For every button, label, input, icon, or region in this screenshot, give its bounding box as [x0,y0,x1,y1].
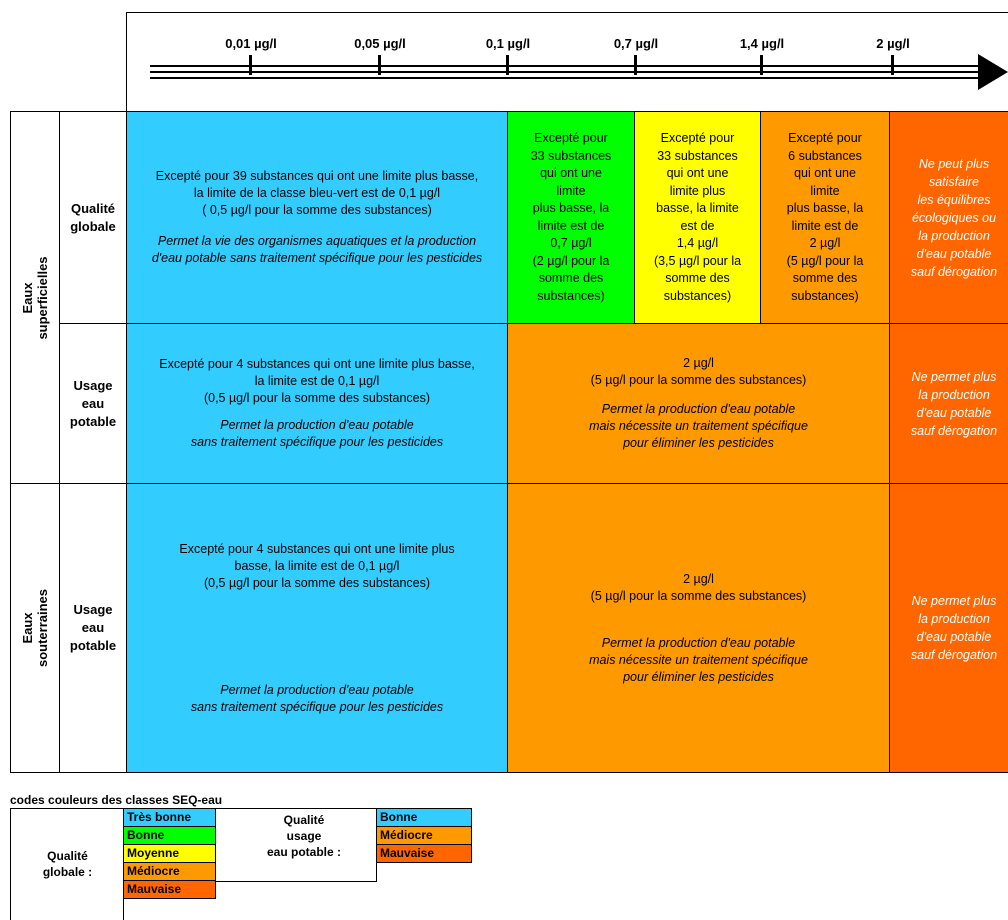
legend-usage-label: Qualité usage eau potable : [266,813,341,859]
row1-blue-cell [126,111,508,324]
tick-mark-1 [378,55,381,75]
row1-yellow-text: Excepté pour 33 substances qui ont une limite plus basse, la limite est de 1,4 µg/l (3,5 µg/l pour la somme des substances) [653,131,742,303]
row3-red-text: Ne permet plus la production d'eau potable sauf dérogation [910,594,998,662]
legend-mediocre: Médiocre [123,862,216,881]
tick-mark-4 [760,55,763,75]
legend-usage-mauvaise: Mauvaise [376,844,472,863]
tick-label-0: 0,01 µg/l [225,36,277,51]
legend-moyenne: Moyenne [123,844,216,863]
group-ground-label: Eaux souterraines [20,588,50,668]
row2-red-text: Ne permet plus la production d'eau potable sauf dérogation [910,369,998,438]
legend-mauvaise: Mauvaise [123,880,216,899]
row1-yellow-cell [634,111,761,324]
sub-potable-ground [59,483,127,773]
row3-orange-cell [507,483,890,773]
tick-label-2: 0,1 µg/l [485,36,531,51]
row1-red-cell [889,111,1008,324]
row1-blue-italic: Permet la vie des organismes aquatiques et la production d'eau potable sans traitement spécifique pour les pesticides [151,234,483,265]
row3-orange-text: 2 µg/l (5 µg/l pour la somme des substances) [590,571,807,603]
row1-orange-text: Excepté pour 6 substances qui ont une limite plus basse, la limite est de 2 µg/l (5 µg/l pour la somme des substances) [786,131,864,303]
row3-blue-cell [126,483,508,773]
tick-mark-3 [634,55,637,75]
legend-usage-mediocre: Médiocre [376,826,472,845]
row2-orange-italic: Permet la production d'eau potable mais nécessite un traitement spécifique pour éliminer les pesticides [589,402,808,450]
tick-label-3: 0,7 µg/l [613,36,659,51]
legend-tres-bonne: Très bonne [123,808,216,827]
row2-blue-cell [126,323,508,484]
legend-title: codes couleurs des classes SEQ-eau [10,793,223,807]
row1-green-text: Excepté pour 33 substances qui ont une limite plus basse, la limite est de 0,7 µg/l (2 µg/l pour la somme des substances) [530,131,612,303]
row2-red-cell [889,323,1008,484]
tick-mark-0 [249,55,252,75]
legend-global-label: Qualité globale : [42,849,93,879]
group-ground-water [10,483,60,773]
sub-global-quality [59,111,127,324]
tick-mark-5 [891,55,894,75]
group-surface-label: Eaux superficielles [20,255,50,340]
row2-orange-cell [507,323,890,484]
tick-label-4: 1,4 µg/l [739,36,785,51]
group-surface-water [10,111,60,484]
legend-bonne: Bonne [123,826,216,845]
row3-blue-italic: Permet la production d'eau potable sans traitement spécifique pour les pesticides [190,682,444,714]
sub-potable-surface-label: Usage eau potable [69,377,117,429]
row1-orange-cell [760,111,890,324]
sub-potable-surface [59,323,127,484]
sub-potable-ground-label: Usage eau potable [69,602,117,653]
row1-green-cell [507,111,635,324]
axis-arrow [150,54,1008,92]
row1-blue-text: Excepté pour 39 substances qui ont une limite plus basse, la limite de la classe bleu-vert est de 0,1 µg/l ( 0,5 µg/l pour la somme des substances) [155,169,479,217]
row1-red-text: Ne peut plus satisfaire les équilibres écologiques ou la production d'eau potable sauf dérogation [910,156,998,279]
tick-label-5: 2 µg/l [876,36,910,51]
tick-label-1: 0,05 µg/l [354,36,406,51]
legend-usage-bonne: Bonne [376,808,472,827]
tick-mark-2 [506,55,509,75]
row2-orange-text: 2 µg/l (5 µg/l pour la somme des substances) [590,356,807,387]
row2-blue-text: Excepté pour 4 substances qui ont une limite plus basse, la limite est de 0,1 µg/l (0,5 µg/l pour la somme des substances) [159,357,475,405]
row2-blue-italic: Permet la production d'eau potable sans traitement spécifique pour les pesticides [190,418,444,449]
row3-orange-italic: Permet la production d'eau potable mais nécessite un traitement spécifique pour éliminer les pesticides [589,635,808,684]
row3-blue-text: Excepté pour 4 substances qui ont une limite plus basse, la limite est de 0,1 µg/l (0,5 µg/l pour la somme des substances) [179,541,455,590]
row3-red-cell [889,483,1008,773]
sub-global-label: Qualité globale [70,200,116,234]
